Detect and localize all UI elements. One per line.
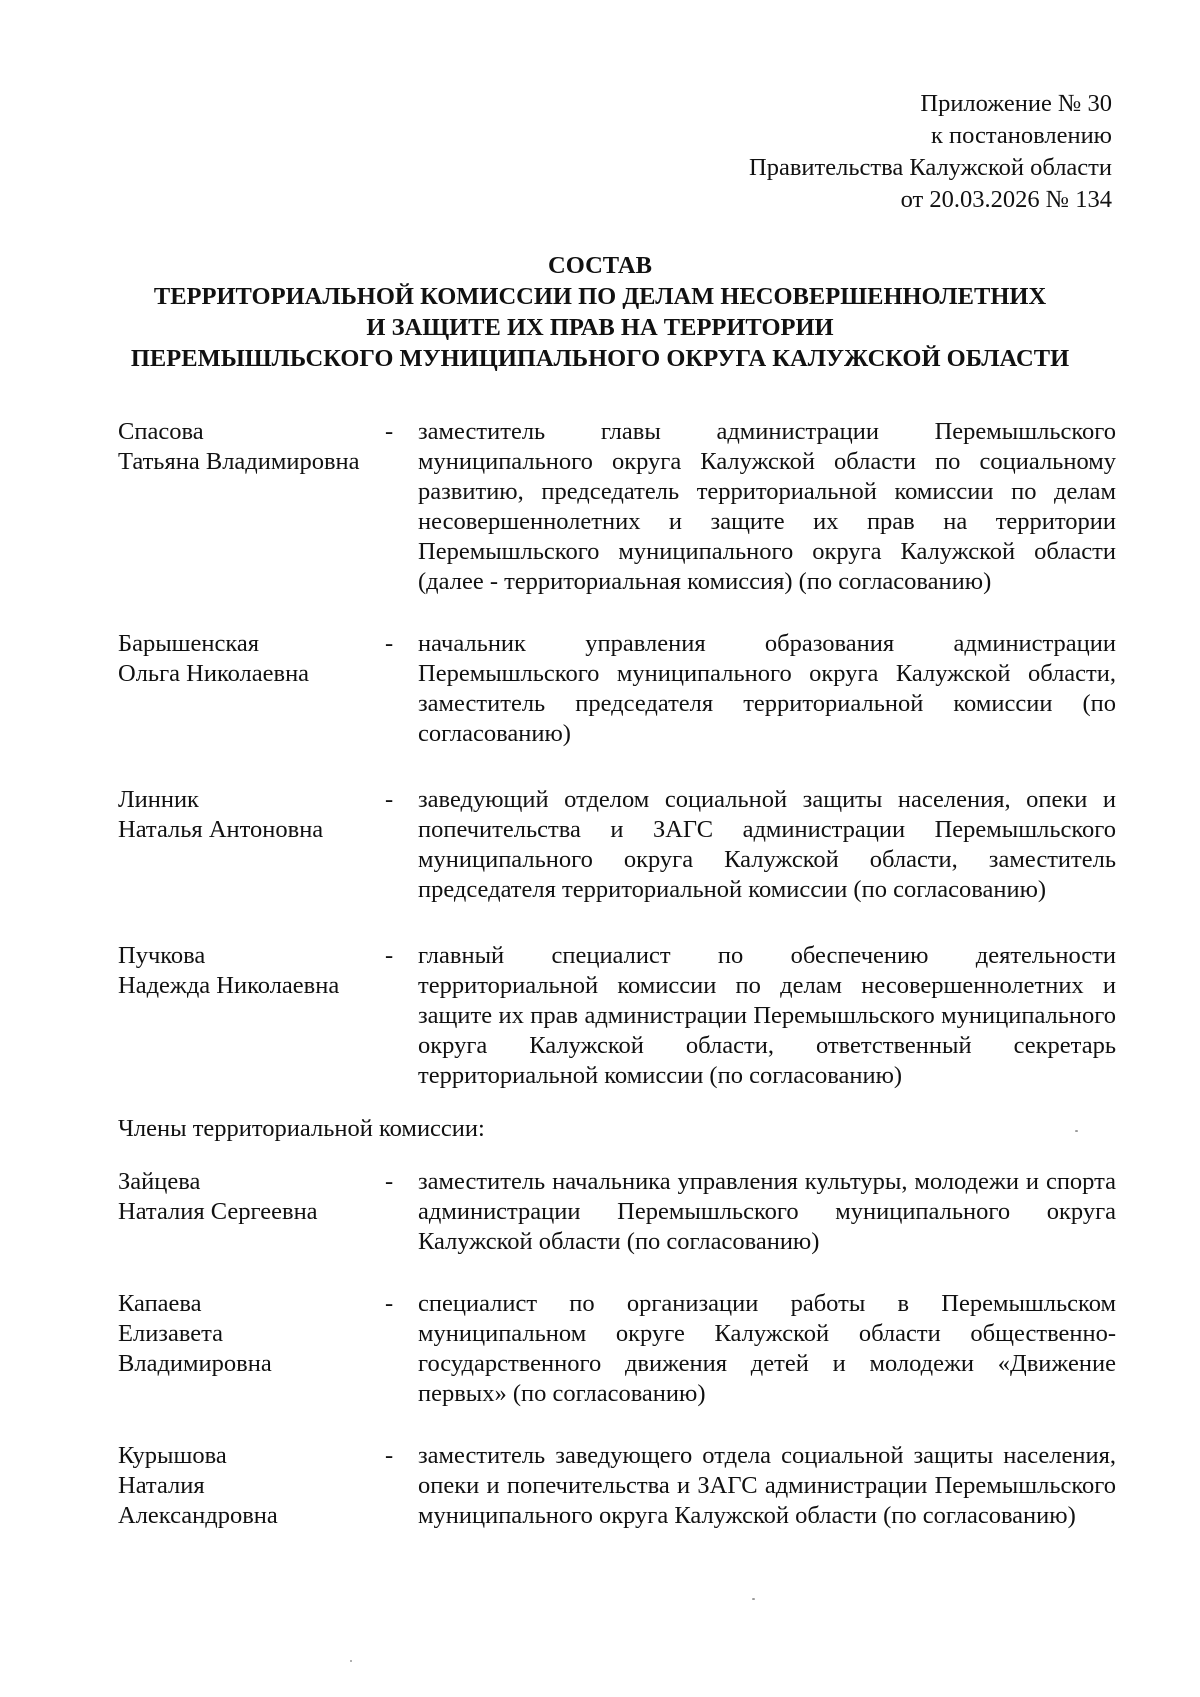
- member-name: [118, 941, 388, 1001]
- document-title: [0, 250, 1200, 374]
- member-given-name: Надежда Николаевна: [118, 972, 340, 999]
- member-given-name: Татьяна Владимировна: [118, 448, 360, 475]
- member-role: заместитель заведующего отдела социальной защиты населения, опеки и попечительства и ЗАГС администрации Перемышльского муниципального округа Калужской области (по согласованию): [418, 1442, 1116, 1529]
- member-name: [118, 629, 388, 689]
- scan-speck: [1075, 1130, 1078, 1132]
- member-name: [118, 785, 388, 845]
- member-name: [118, 417, 388, 477]
- member-patronymic: Александровна: [118, 1502, 278, 1529]
- member-surname: Пучкова: [118, 942, 206, 969]
- entry-dash: -: [385, 630, 394, 657]
- appendix-resolution: к постановлению: [931, 122, 1112, 149]
- member-given-name: Ольга Николаевна: [118, 660, 310, 687]
- member-surname: Курышова: [118, 1442, 227, 1469]
- appendix-government: Правительства Калужской области: [749, 154, 1112, 181]
- member-given-name: Елизавета: [118, 1320, 224, 1347]
- member-role: специалист по организации работы в Перемышльском муниципальном округе Калужской области общественно-государственного движения детей и молодежи «Движение первых» (по согласованию): [418, 1290, 1116, 1407]
- member-surname: Капаева: [118, 1290, 202, 1317]
- member-surname: Барышенская: [118, 630, 260, 657]
- title-line-3: И ЗАЩИТЕ ИХ ПРАВ НА ТЕРРИТОРИИ: [366, 314, 834, 341]
- member-role: начальник управления образования администрации Перемышльского муниципального округа Калужской области, заместитель председателя территориальной комиссии (по согласованию): [418, 630, 1116, 747]
- entry-dash: -: [385, 1442, 394, 1469]
- appendix-header: [749, 88, 1112, 216]
- entry-dash: -: [385, 1168, 394, 1195]
- member-role: заместитель главы администрации Перемышльского муниципального округа Калужской области по социальному развитию, председатель территориальной комиссии по делам несовершеннолетних и защите их прав на территории Перемышльского муниципального округа Калужской области (далее - территориальная комиссия) (по согласованию): [418, 418, 1116, 595]
- member-given-name: Наталия Сергеевна: [118, 1198, 318, 1225]
- member-role: заместитель начальника управления культуры, молодежи и спорта администрации Перемышльского муниципального округа Калужской области (по согласованию): [418, 1168, 1116, 1255]
- entry-dash: -: [385, 942, 394, 969]
- title-line-2: ТЕРРИТОРИАЛЬНОЙ КОМИССИИ ПО ДЕЛАМ НЕСОВЕРШЕННОЛЕТНИХ: [153, 283, 1047, 310]
- entry-dash: -: [385, 418, 394, 445]
- member-name: [118, 1289, 388, 1379]
- member-name: [118, 1167, 388, 1227]
- appendix-number: Приложение № 30: [920, 90, 1112, 117]
- entry-dash: -: [385, 786, 394, 813]
- members-section-label: Члены территориальной комиссии:: [118, 1115, 485, 1142]
- member-surname: Зайцева: [118, 1168, 201, 1195]
- title-line-1: СОСТАВ: [548, 252, 652, 279]
- scan-speck: [752, 1598, 755, 1600]
- member-role: заведующий отделом социальной защиты населения, опеки и попечительства и ЗАГС администрации Перемышльского муниципального округа Калужской области, заместитель председателя территориальной комиссии (по согласованию): [418, 786, 1116, 903]
- member-role: главный специалист по обеспечению деятельности территориальной комиссии по делам несовершеннолетних и защите их прав администрации Перемышльского муниципального округа Калужской области, ответственный секретарь территориальной комиссии (по согласованию): [418, 942, 1116, 1089]
- member-given-name: Наталья Антоновна: [118, 816, 324, 843]
- entry-dash: -: [385, 1290, 394, 1317]
- scan-speck: [350, 1660, 352, 1662]
- member-given-name: Наталия: [118, 1472, 205, 1499]
- member-surname: Линник: [118, 786, 199, 813]
- title-line-4: ПЕРЕМЫШЛЬСКОГО МУНИЦИПАЛЬНОГО ОКРУГА КАЛУЖСКОЙ ОБЛАСТИ: [130, 345, 1070, 372]
- member-name: [118, 1441, 388, 1531]
- member-patronymic: Владимировна: [118, 1350, 272, 1377]
- appendix-date: от 20.03.2026 № 134: [900, 186, 1112, 213]
- member-surname: Спасова: [118, 418, 204, 445]
